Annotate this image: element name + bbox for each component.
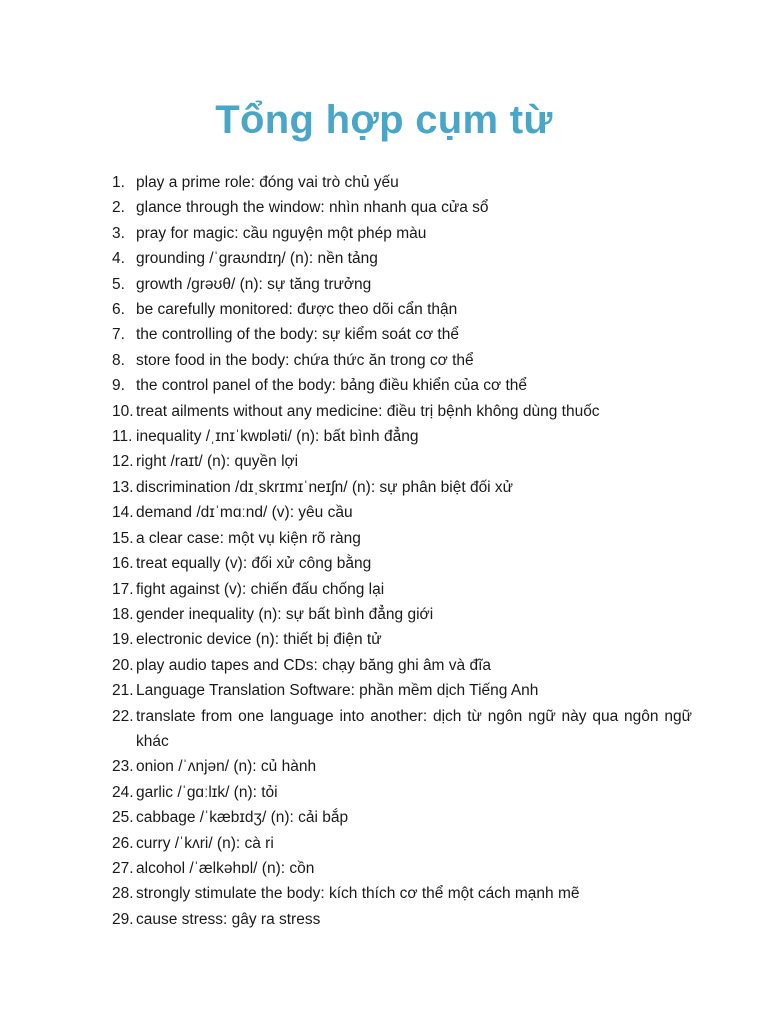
item-number: 20. xyxy=(112,656,134,674)
item-text: fight against (v): chiến đấu chống lại xyxy=(136,580,385,598)
item-number: 24. xyxy=(112,783,134,801)
item-number: 16. xyxy=(112,555,134,573)
item-text: treat equally (v): đối xử công bằng xyxy=(136,555,372,573)
item-number: 17. xyxy=(112,580,134,598)
list-item xyxy=(112,348,692,373)
item-text: cause stress: gây ra stress xyxy=(136,910,321,928)
item-number: 23. xyxy=(112,758,134,776)
item-number: 8. xyxy=(112,351,125,369)
item-text: translate from one language into another: dịch từ ngôn ngữ này qua ngôn ngữ khác xyxy=(136,707,692,750)
item-text: be carefully monitored: được theo dõi cẩn thận xyxy=(136,301,458,319)
list-item xyxy=(112,272,692,297)
vocabulary-list xyxy=(112,170,692,932)
item-text: cabbage /ˈkæbɪdʒ/ (n): cải bắp xyxy=(136,809,349,827)
item-number: 5. xyxy=(112,275,125,293)
item-number: 27. xyxy=(112,859,134,877)
item-text: Language Translation Software: phần mềm dịch Tiếng Anh xyxy=(136,682,539,700)
item-number: 18. xyxy=(112,605,134,623)
list-item xyxy=(112,526,692,551)
page-title: Tổng hợp cụm từ xyxy=(215,98,553,142)
list-item xyxy=(112,653,692,678)
item-text: right /raɪt/ (n): quyền lợi xyxy=(136,453,299,471)
item-number: 14. xyxy=(112,504,134,522)
item-text: garlic /ˈɡɑːlɪk/ (n): tỏi xyxy=(136,783,278,801)
item-text: demand /dɪˈmɑːnd/ (v): yêu cầu xyxy=(136,504,353,522)
item-number: 7. xyxy=(112,326,125,344)
list-item xyxy=(112,373,692,398)
item-number: 4. xyxy=(112,250,125,268)
item-text: strongly stimulate the body: kích thích cơ thể một cách mạnh mẽ xyxy=(136,885,580,903)
list-item xyxy=(112,678,692,703)
item-text: glance through the window: nhìn nhanh qua cửa sổ xyxy=(136,199,489,217)
list-item xyxy=(112,907,692,932)
item-text: discrimination /dɪˌskrɪmɪˈneɪʃn/ (n): sự phân biệt đối xử xyxy=(136,478,514,496)
item-number: 11. xyxy=(112,428,133,446)
item-text: store food in the body: chứa thức ăn trong cơ thể xyxy=(136,351,474,369)
item-text: a clear case: một vụ kiện rõ ràng xyxy=(136,529,361,547)
list-item xyxy=(112,780,692,805)
item-number: 28. xyxy=(112,885,134,903)
list-item xyxy=(112,805,692,830)
item-number: 6. xyxy=(112,301,125,319)
item-text: pray for magic: cầu nguyện một phép màu xyxy=(136,224,427,242)
item-text: gender inequality (n): sự bất bình đẳng giới xyxy=(136,605,434,623)
item-number: 15. xyxy=(112,529,134,547)
list-item xyxy=(112,399,692,424)
item-number: 12. xyxy=(112,453,134,471)
item-number: 21. xyxy=(112,682,134,700)
list-item xyxy=(112,221,692,246)
list-item xyxy=(112,856,692,881)
item-number: 29. xyxy=(112,910,134,928)
list-item xyxy=(112,449,692,474)
list-item xyxy=(112,602,692,627)
item-number: 1. xyxy=(112,174,125,191)
list-item xyxy=(112,627,692,652)
item-text: treat ailments without any medicine: điều trị bệnh không dùng thuốc xyxy=(136,402,600,420)
item-text: inequality /ˌɪnɪˈkwɒləti/ (n): bất bình đẳng xyxy=(136,428,419,446)
list-item xyxy=(112,500,692,525)
item-text: growth /ɡrəʊθ/ (n): sự tăng trưởng xyxy=(136,275,372,293)
list-item xyxy=(112,246,692,271)
list-item xyxy=(112,297,692,322)
list-item xyxy=(112,831,692,856)
list-item xyxy=(112,322,692,347)
list-item xyxy=(112,475,692,500)
list-item xyxy=(112,424,692,449)
list-item xyxy=(112,170,692,195)
list-item xyxy=(112,551,692,576)
item-number: 13. xyxy=(112,478,134,496)
item-number: 9. xyxy=(112,377,125,395)
item-number: 10. xyxy=(112,402,134,420)
item-number: 2. xyxy=(112,199,125,217)
item-number: 22. xyxy=(112,707,134,725)
item-number: 25. xyxy=(112,809,134,827)
item-number: 19. xyxy=(112,631,134,649)
item-text: play audio tapes and CDs: chạy băng ghi âm và đĩa xyxy=(136,656,492,674)
item-text: electronic device (n): thiết bị điện tử xyxy=(136,631,382,649)
item-text: grounding /ˈɡraʊndɪŋ/ (n): nền tảng xyxy=(136,250,378,268)
item-text: the controlling of the body: sự kiểm soát cơ thể xyxy=(136,326,459,344)
item-text: the control panel of the body: bảng điều khiển của cơ thể xyxy=(136,377,528,395)
list-item xyxy=(112,577,692,602)
item-text: onion /ˈʌnjən/ (n): củ hành xyxy=(136,758,317,776)
list-item xyxy=(112,195,692,220)
list-item xyxy=(112,754,692,779)
list-item xyxy=(112,704,692,755)
item-text: curry /ˈkʌri/ (n): cà ri xyxy=(136,834,274,852)
item-text: alcohol /ˈælkəhɒl/ (n): cồn xyxy=(136,859,315,877)
item-number: 26. xyxy=(112,834,134,852)
list-item xyxy=(112,881,692,906)
item-text: play a prime role: đóng vai trò chủ yếu xyxy=(136,174,399,191)
item-number: 3. xyxy=(112,224,125,242)
